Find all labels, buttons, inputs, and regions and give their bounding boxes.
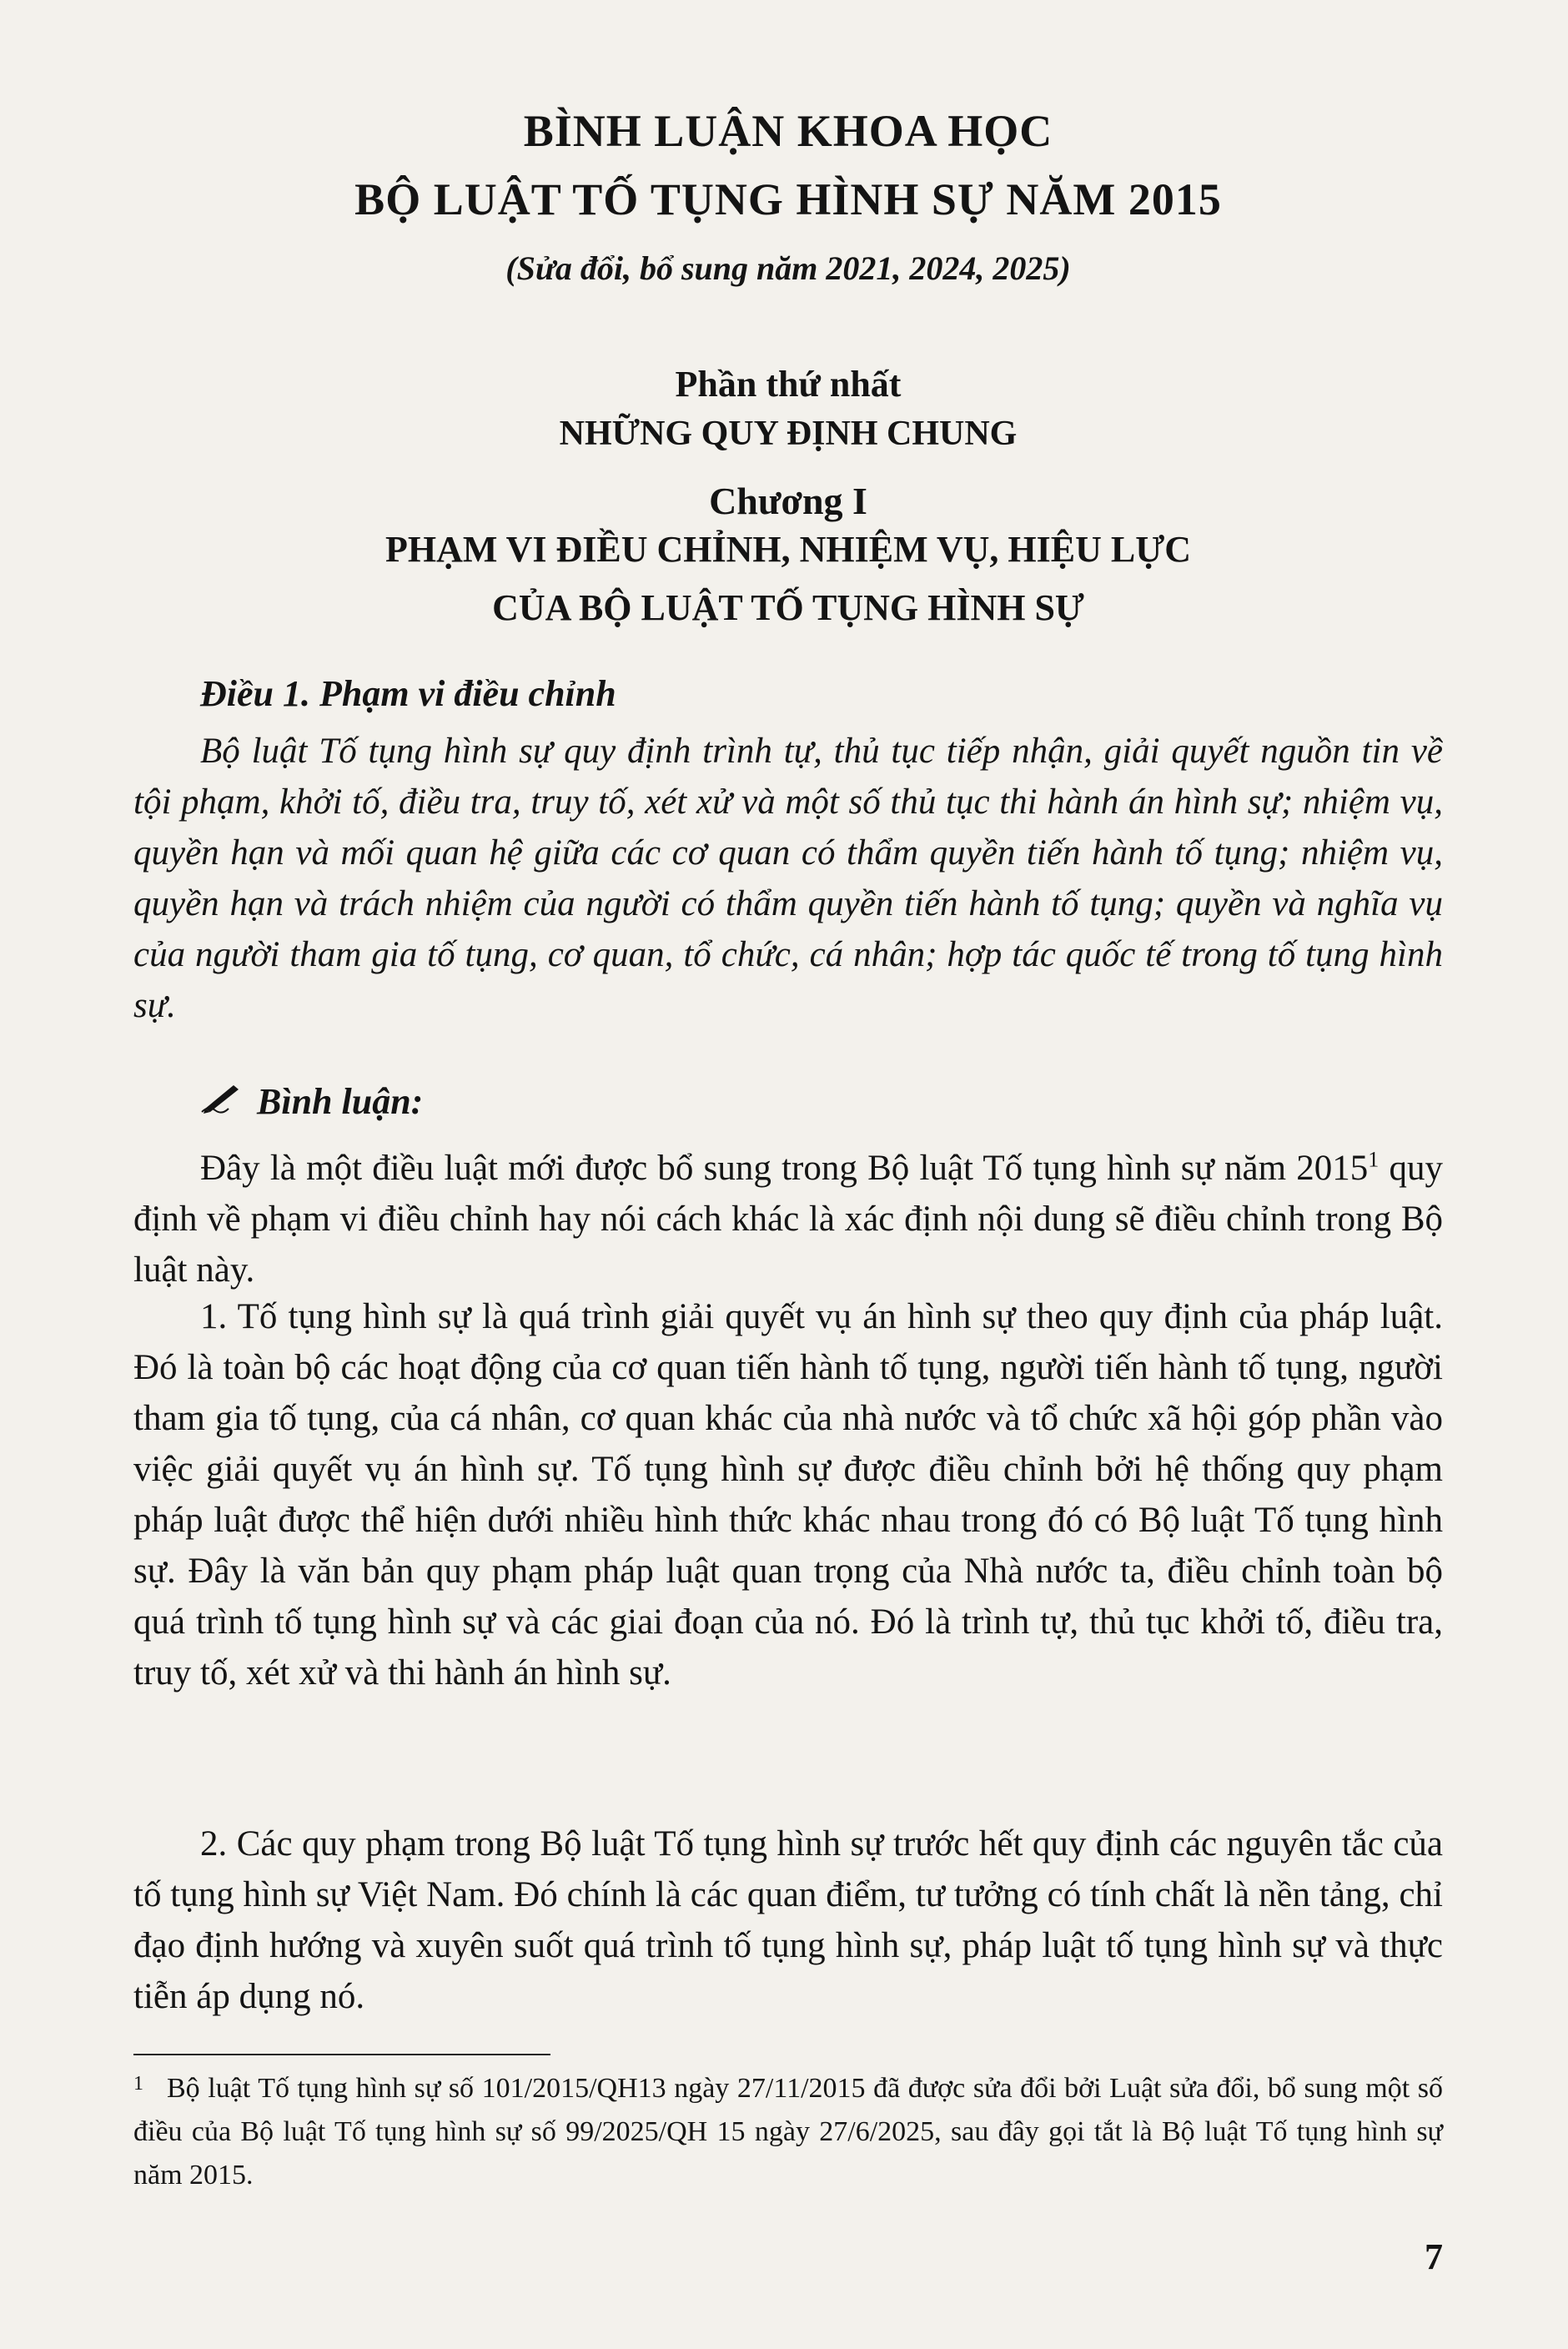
part-label: Phần thứ nhất <box>675 364 902 405</box>
commentary-paragraph-2: 2. Các quy phạm trong Bộ luật Tố tụng hình sự trước hết quy định các nguyên tắc của tố tụng hình sự Việt Nam. Đó chính là các quan điểm, tư tưởng có tính chất là nền tảng, chỉ đạo định hướng và xuyên suốt quá trình tố tụng hình sự, pháp luật tố tụng hình sự và thực tiễn áp dụng nó. <box>133 1824 1443 2016</box>
pen-writing-icon <box>200 1080 245 1123</box>
chapter-title-line2: CỦA BỘ LUẬT TỐ TỤNG HÌNH SỰ <box>492 587 1084 628</box>
page-number: 7 <box>1425 2236 1443 2277</box>
article-title: Điều 1. Phạm vi điều chỉnh <box>200 673 616 714</box>
book-subtitle: (Sửa đổi, bổ sung năm 2021, 2024, 2025) <box>505 249 1071 287</box>
article-body: Bộ luật Tố tụng hình sự quy định trình tự, thủ tục tiếp nhận, giải quyết nguồn tin về tội phạm, khởi tố, điều tra, truy tố, xét xử và một số thủ tục thi hành án hình sự; nhiệm vụ, quyền hạn và mối quan hệ giữa các cơ quan có thẩm quyền tiến hành tố tụng; nhiệm vụ, quyền hạn và trách nhiệm của người có thẩm quyền tiến hành tố tụng; quyền và nghĩa vụ của người tham gia tố tụng, cơ quan, tổ chức, cá nhân; hợp tác quốc tế trong tố tụng hình sự. <box>133 732 1443 1025</box>
footnote-divider <box>133 2054 550 2055</box>
commentary-heading <box>200 1080 423 1123</box>
intro-text-before: Đây là một điều luật mới được bổ sung trong Bộ luật Tố tụng hình sự năm 2015 <box>200 1149 1369 1188</box>
footnote-text: Bộ luật Tố tụng hình sự số 101/2015/QH13 ngày 27/11/2015 đã được sửa đổi bởi Luật sửa đổi, bổ sung một số điều của Bộ luật Tố tụng hình sự số 99/2025/QH 15 ngày 27/6/2025, sau đây gọi tắt là Bộ luật Tố tụng hình sự năm 2015. <box>133 2073 1443 2191</box>
chapter-title-line1: PHẠM VI ĐIỀU CHỈNH, NHIỆM VỤ, HIỆU LỰC <box>384 529 1192 570</box>
part-title: NHỮNG QUY ĐỊNH CHUNG <box>559 415 1018 453</box>
footnote-mark: 1 <box>133 2073 143 2095</box>
commentary-paragraph-1: 1. Tố tụng hình sự là quá trình giải quyết vụ án hình sự theo quy định của pháp luật. Đó là toàn bộ các hoạt động của cơ quan tiến hành tố tụng, người tiến hành tố tụng, người tham gia tố tụng, của cá nhân, cơ quan khác của nhà nước và tổ chức xã hội góp phần vào việc giải quyết vụ án hình sự. Tố tụng hình sự được điều chỉnh bởi hệ thống quy phạm pháp luật được thể hiện dưới nhiều hình thức khác nhau trong đó có Bộ luật Tố tụng hình sự. Đây là văn bản quy phạm pháp luật quan trọng của Nhà nước ta, điều chỉnh toàn bộ quá trình tố tụng hình sự và các giai đoạn của nó. Đó là trình tự, thủ tục khởi tố, điều tra, truy tố, xét xử và thi hành án hình sự. <box>133 1297 1443 1693</box>
book-title-line2: BỘ LUẬT TỐ TỤNG HÌNH SỰ NĂM 2015 <box>354 174 1222 224</box>
book-title-line1: BÌNH LUẬN KHOA HỌC <box>523 106 1053 156</box>
intro-text-after: quy định về phạm vi điều chỉnh hay nói cách khác là xác định nội dung sẽ điều chỉnh trong Bộ luật này. <box>133 1149 1444 1290</box>
commentary-paragraph-intro <box>133 1143 1443 1295</box>
commentary-heading-label: Bình luận: <box>257 1081 424 1122</box>
footnote-reference: 1 <box>1368 1147 1380 1172</box>
footnote <box>133 2067 1443 2197</box>
chapter-label: Chương I <box>709 480 867 522</box>
